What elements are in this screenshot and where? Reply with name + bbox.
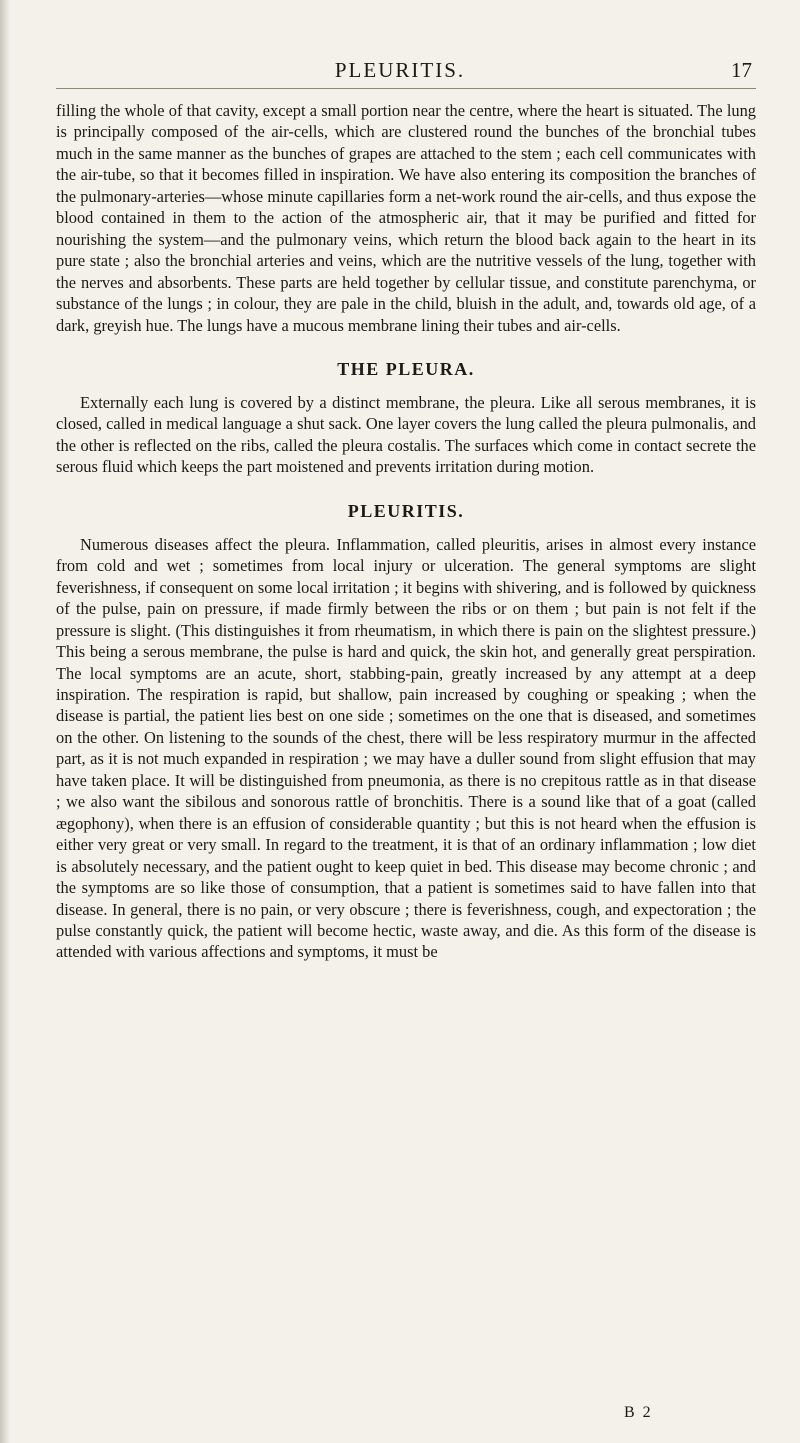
running-title: PLEURITIS. [334, 58, 466, 82]
pleuritis-paragraph: Numerous diseases affect the pleura. Inflammation, called pleuritis, arises in almost every instance from cold and wet ; sometimes from local injury or ulceration. The general symptoms are slight feverishness, if consequent on some local irritation ; it begins with shivering, and is followed by quickness of the pulse, pain on pressure, if made firmly between the ribs or on them ; but pain is not felt if the pressure is slight. (This distinguishes it from rheumatism, in which there is pain on the slightest pressure.) This being a serous membrane, the pulse is hard and quick, the skin hot, and generally great perspiration. The local symptoms are an acute, short, stabbing-pain, greatly increased by any attempt at a deep inspiration. The respiration is rapid, but shallow, pain increased by coughing or speaking ; when the disease is partial, the patient lies best on one side ; sometimes on the one that is diseased, and sometimes on the other. On listening to the sounds of the chest, there will be less respiratory murmur in the affected part, as it is not much expanded in respiration ; we may have a duller sound from slight effusion that may have taken place. It will be distinguished from pneumonia, as there is no crepitous rattle as in that disease ; we also want the sibilous and sonorous rattle of bronchitis. There is a sound like that of a goat (called ægophony), when there is an effusion of considerable quantity ; but this is not heard when the effusion is either very great or very small. In regard to the treatment, it is that of an ordinary inflammation ; low diet is absolutely necessary, and the patient ought to keep quiet in bed. This disease may become chronic ; and the symptoms are so like those of consumption, that a patient is sometimes said to have fallen into that disease. In general, there is no pain, or very obscure ; there is feverishness, cough, and expectoration ; the pulse constantly quick, the patient will become hectic, waste away, and die. As this form of the disease is attended with various affections and symptoms, it must be [56, 534, 756, 962]
spacer [56, 380, 756, 392]
pleura-heading: THE PLEURA. [337, 358, 475, 379]
main-text [56, 100, 756, 963]
spacer [56, 478, 756, 500]
intro-paragraph: filling the whole of that cavity, except a small portion near the centre, where the heart is situated. The lung is principally composed of the air-cells, which are clustered round the bunches of the bronchial tubes much in the same manner as the bunches of grapes are attached to the stem ; each cell communicates with the air-tube, so that it becomes filled in inspiration. We have also entering its composition the branches of the pulmonary-arteries—whose minute capillaries form a net-work round the air-cells, and thus expose the blood contained in them to the action of the atmospheric air, that it may be purified and fitted for nourishing the system—and the pulmonary veins, which return the blood back again to the heart in its pure state ; also the bronchial arteries and veins, which are the nutritive vessels of the lung, together with the nerves and absorbents. These parts are held together by cellular tissue, and constitute parenchyma, or substance of the lungs ; in colour, they are pale in the child, bluish in the adult, and, towards old age, of a dark, greyish hue. The lungs have a mucous membrane lining their tubes and air-cells. [56, 101, 756, 335]
pleuritis-heading: PLEURITIS. [347, 500, 465, 521]
pleura-paragraph: Externally each lung is covered by a distinct membrane, the pleura. Like all serous membranes, it is closed, called in medical language a shut sack. One layer covers the lung called the pleura pulmonalis, and the other is reflected on the ribs, called the pleura costalis. The surfaces which come in contact secrete the serous fluid which keeps the part moistened and prevents irritation during motion. [56, 392, 756, 477]
running-head [0, 58, 800, 86]
page-gutter-shadow [0, 0, 10, 1443]
page-number: 17 [731, 58, 752, 82]
spacer [56, 522, 756, 534]
signature-mark: B 2 [624, 1404, 653, 1421]
spacer [56, 336, 756, 358]
header-rule [56, 88, 756, 89]
